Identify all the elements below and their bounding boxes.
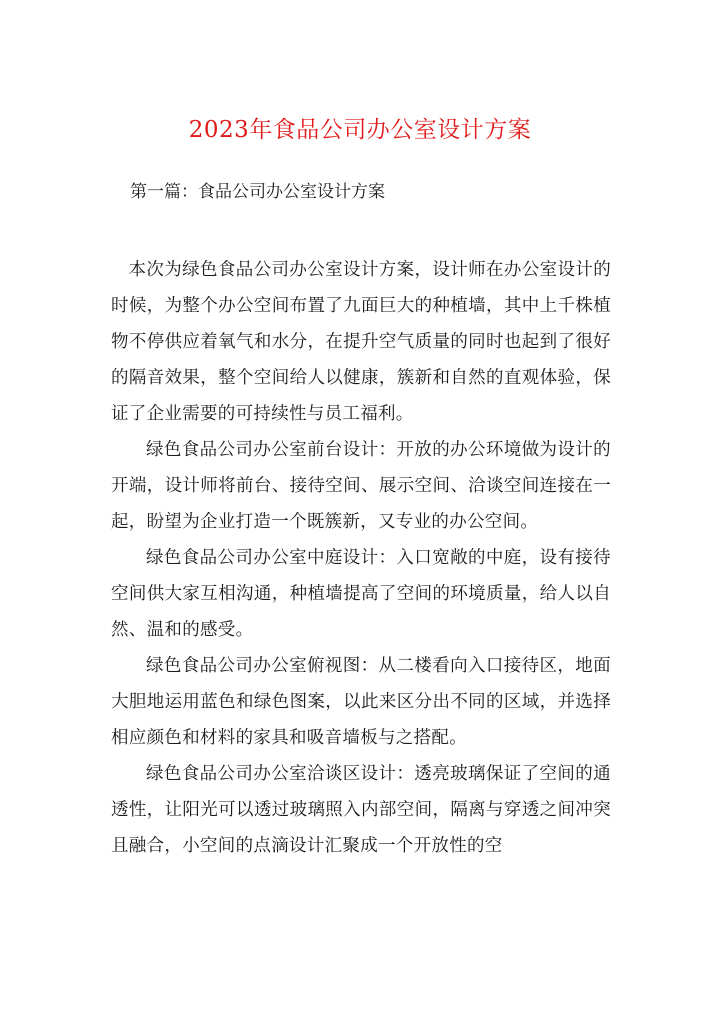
document-title: 2023年食品公司办公室设计方案 <box>188 117 532 143</box>
paragraph-meeting-area: 绿色食品公司办公室洽谈区设计：透亮玻璃保证了空间的通透性，让阳光可以透过玻璃照入内部空间，隔离与穿透之间冲突且融合，小空间的点滴设计汇聚成一个开放性的空 <box>111 764 611 856</box>
paragraph-intro: 本次为绿色食品公司办公室设计方案，设计师在办公室设计的时候，为整个办公空间布置了九面巨大的种植墙，其中上千株植物不停供应着氧气和水分，在提升空气质量的同时也起到了很好的隔音效果，整个空间给人以健康，簇新和自然的直观体验，保证了企业需要的可持续性与员工福利。 <box>111 260 611 424</box>
paragraph-atrium: 绿色食品公司办公室中庭设计：入口宽敞的中庭，设有接待空间供大家互相沟通，种植墙提高了空间的环境质量，给人以自然、温和的感受。 <box>111 548 611 640</box>
section-heading: 第一篇：食品公司办公室设计方案 <box>130 182 385 202</box>
document-body <box>111 252 611 864</box>
paragraph-reception: 绿色食品公司办公室前台设计：开放的办公环境做为设计的开端，设计师将前台、接待空间、展示空间、洽谈空间连接在一起，盼望为企业打造一个既簇新，又专业的办公空间。 <box>111 440 611 532</box>
paragraph-overview: 绿色食品公司办公室俯视图：从二楼看向入口接待区，地面大胆地运用蓝色和绿色图案，以此来区分出不同的区域，并选择相应颜色和材料的家具和吸音墙板与之搭配。 <box>111 656 611 748</box>
